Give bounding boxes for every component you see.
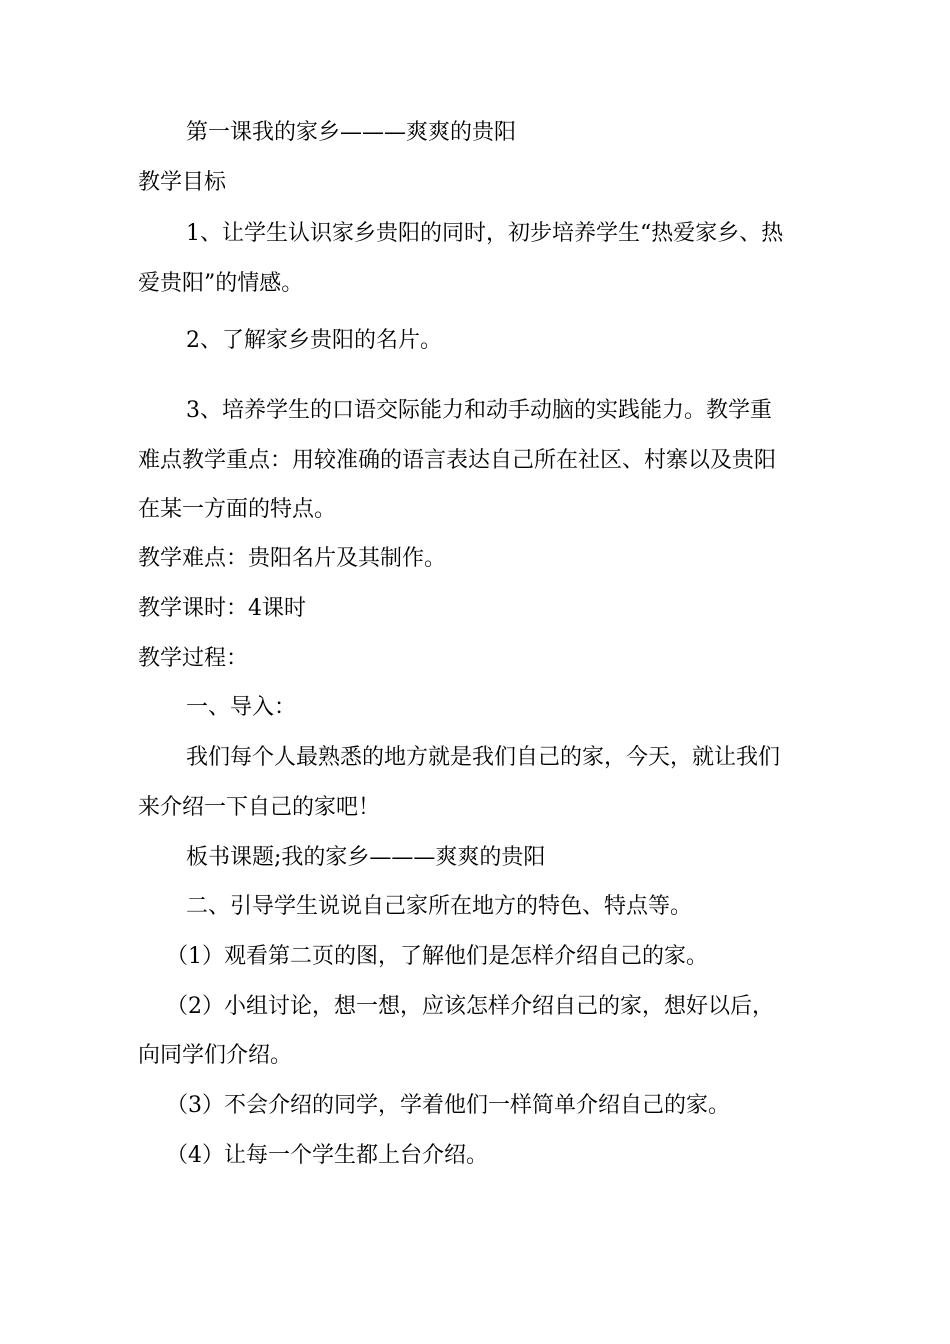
text-line: 我们每个人最熟悉的地方就是我们自己的家，今天，就让我们: [186, 745, 781, 770]
text-line: （1）观看第二页的图，了解他们是怎样介绍自己的家。: [166, 944, 708, 969]
text-line: 教学难点：贵阳名片及其制作。: [138, 546, 447, 571]
text-line: 一、导入：: [186, 695, 297, 720]
page-title: 第一课我的家乡———爽爽的贵阳: [186, 120, 517, 145]
text-line: 教学过程：: [138, 646, 249, 671]
text-line: 教学课时：4课时: [138, 596, 306, 621]
text-line: 3、培养学生的口语交际能力和动手动脑的实践能力。教学重: [186, 398, 772, 423]
text-line: （4）让每一个学生都上台介绍。: [166, 1143, 488, 1168]
text-line: 难点教学重点：用较准确的语言表达自己所在社区、村寨以及贵阳: [138, 448, 777, 473]
text-line: （2）小组讨论，想一想，应该怎样介绍自己的家，想好以后，: [166, 994, 774, 1019]
text-line: 二、引导学生说说自己家所在地方的特色、特点等。: [186, 894, 693, 919]
text-line: 2、了解家乡贵阳的名片。: [186, 328, 442, 353]
text-line: 1、让学生认识家乡贵阳的同时，初步培养学生“热爱家乡、热: [186, 221, 784, 246]
text-line: 在某一方面的特点。: [138, 497, 337, 522]
text-line: 来介绍一下自己的家吧！: [138, 795, 381, 820]
text-line: （3）不会介绍的同学，学着他们一样简单介绍自己的家。: [166, 1093, 730, 1118]
text-line: 向同学们介绍。: [138, 1043, 293, 1068]
text-line: 教学目标: [138, 170, 227, 195]
text-line: 爱贵阳”的情感。: [138, 271, 304, 296]
text-line: 板书课题;我的家乡———爽爽的贵阳: [186, 845, 546, 870]
